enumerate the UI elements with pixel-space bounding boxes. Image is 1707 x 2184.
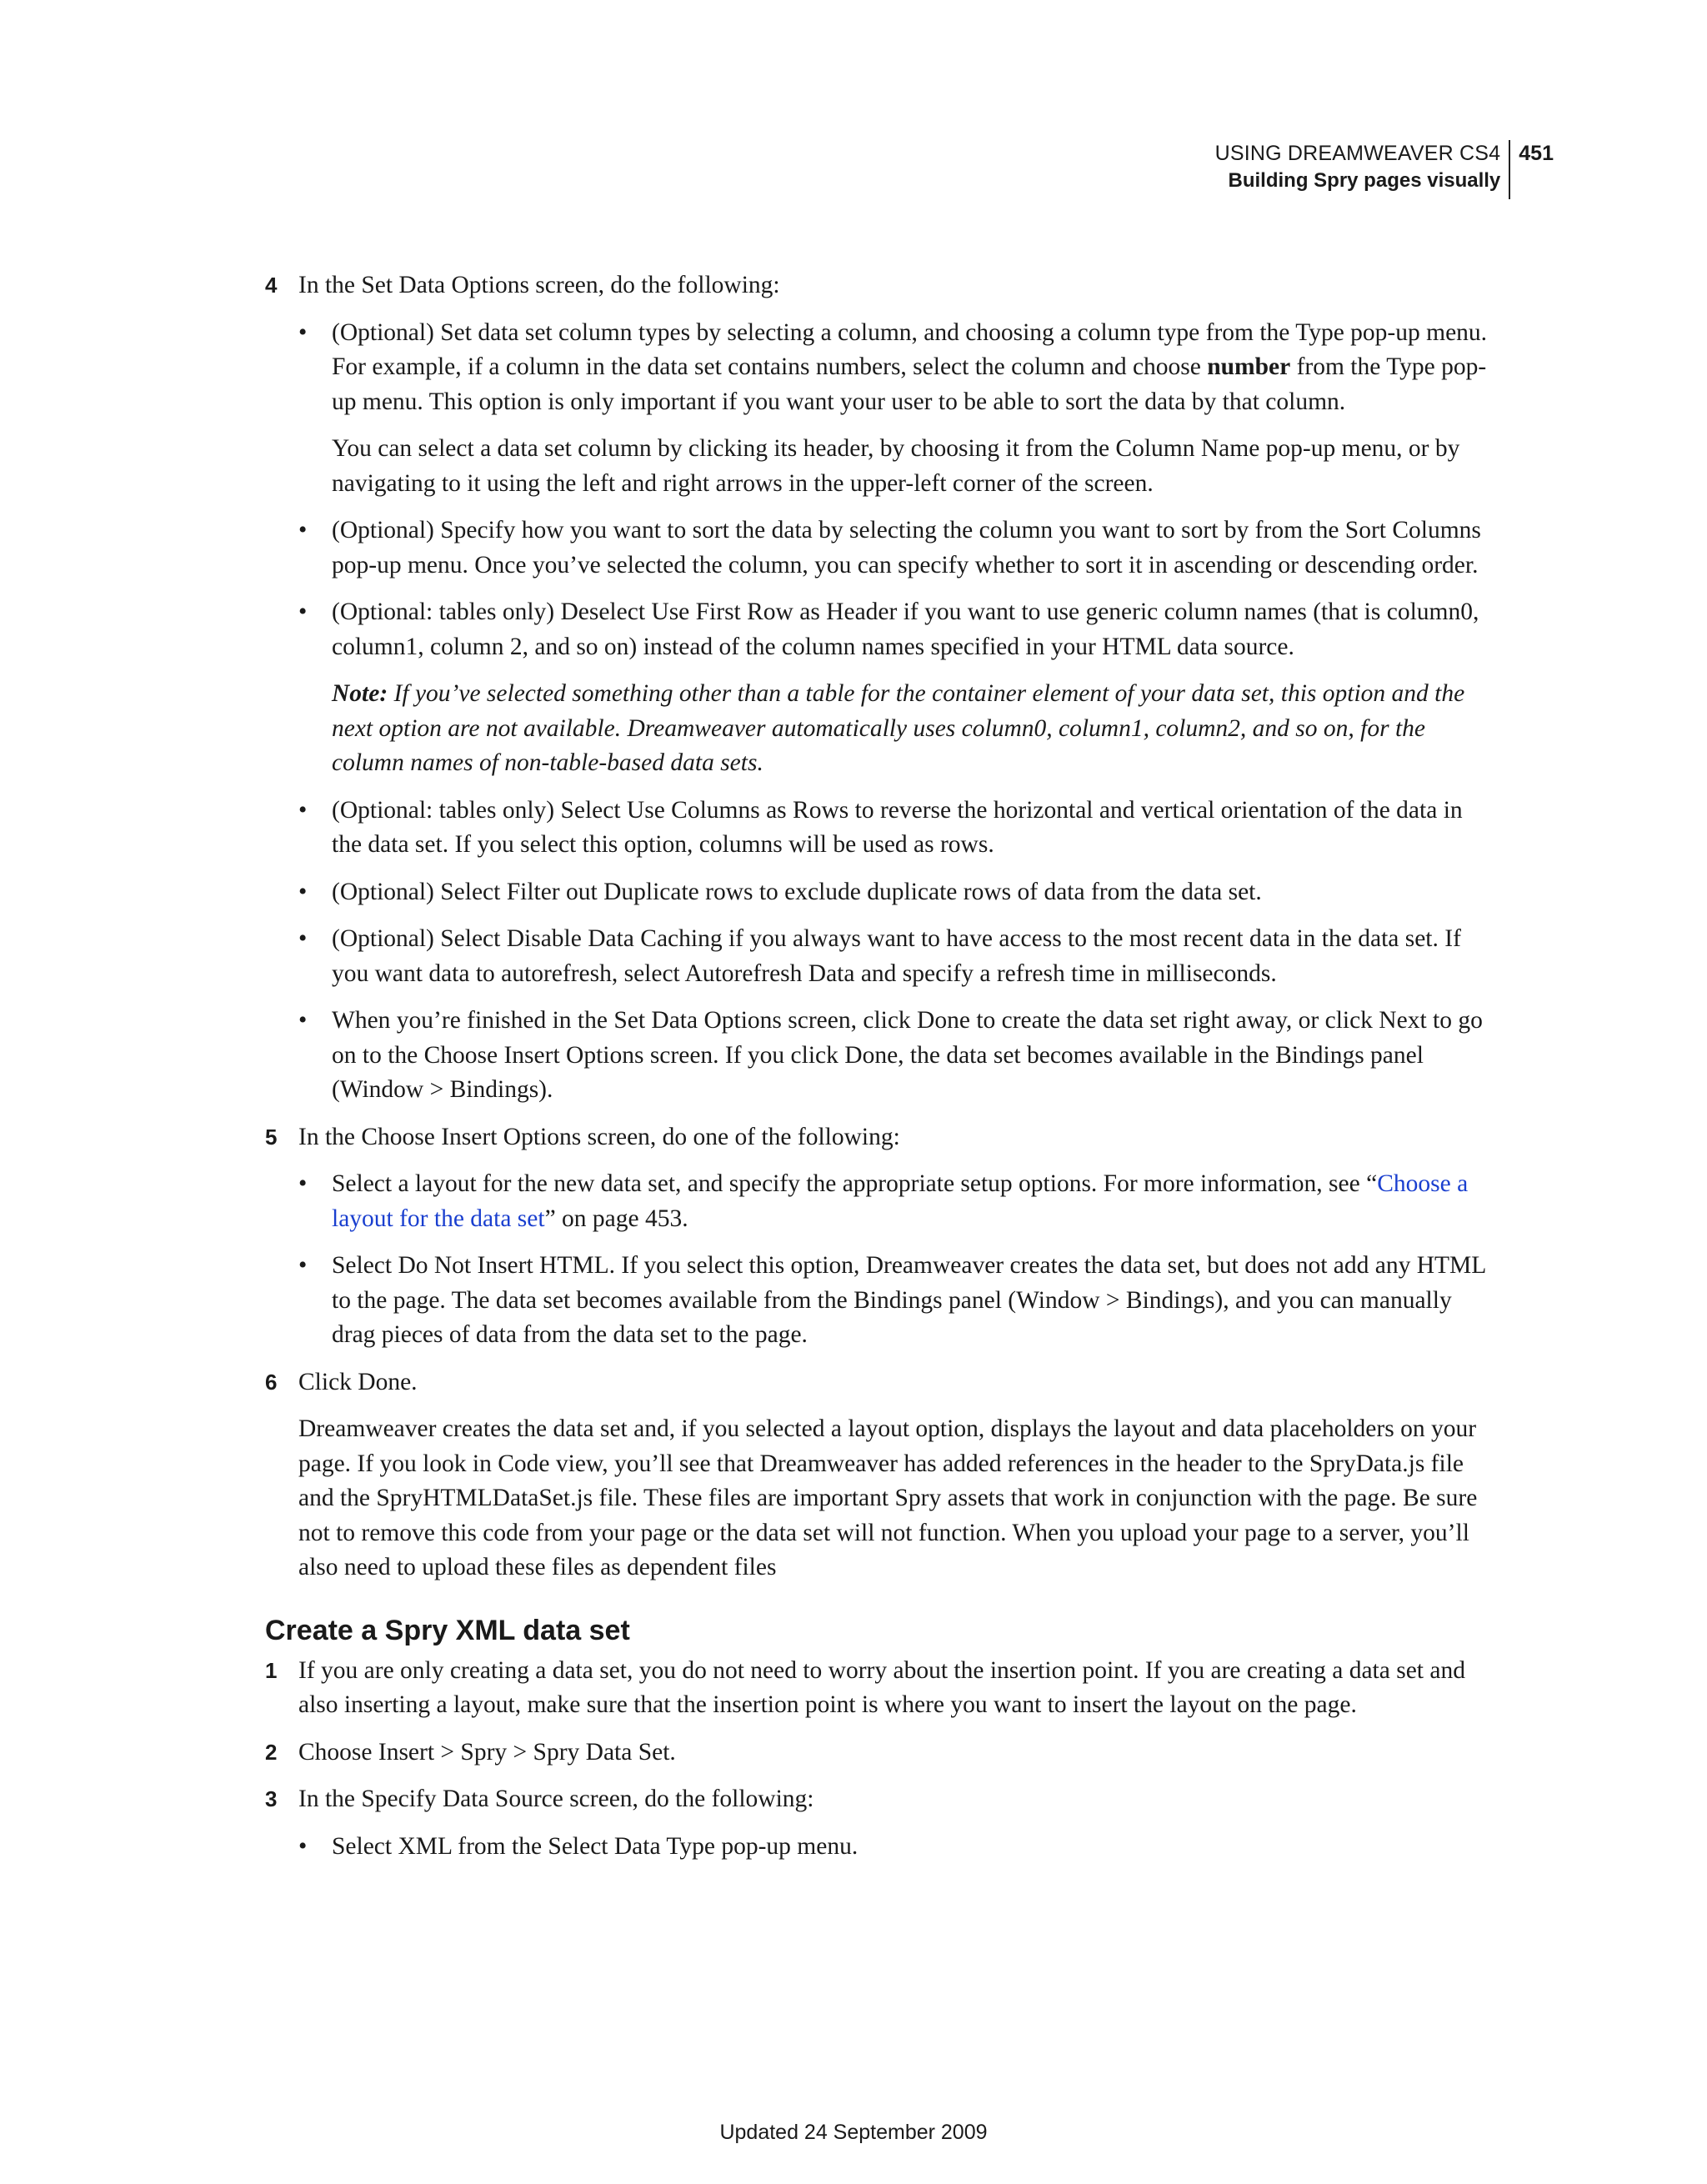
step-number: 3 <box>265 1786 278 1811</box>
note-label: Note: <box>332 680 388 707</box>
bullet-list <box>298 1830 1499 1865</box>
bullet-mark: • <box>298 1007 308 1034</box>
step-number: 4 <box>265 273 278 298</box>
bullet-text: (Optional) Select Filter out Duplicate rows to exclude duplicate rows of data from the data set. <box>332 878 1262 905</box>
bullet-text: (Optional: tables only) Deselect Use First Row as Header if you want to use generic column names (that is column0, column1, column 2, and so on) instead of the column names specified in your HTML data source. <box>332 599 1479 660</box>
bullet-mark: • <box>298 1252 308 1279</box>
bullet-mark: • <box>298 878 308 905</box>
step-paragraph: Dreamweaver creates the data set and, if you selected a layout option, displays the layout and data placeholders on your page. If you look in Code view, you’ll see that Dreamweaver has added references in the header to the SpryData.js file and the SpryHTMLDataSet.js file. These files are important Spry assets that work in conjunction with the page. Be sure not to remove this code from your page or the data set will not function. When you upload your page to a server, you’ll also need to upload these files as dependent files <box>298 1415 1478 1580</box>
bullet-text: When you’re finished in the Set Data Options screen, click Done to create the data set right away, or click Next to go on to the Choose Insert Options screen. If you click Done, the data set becomes available in the Bindings panel (Window > Bindings). <box>332 1007 1483 1103</box>
bullet-text: Select XML from the Select Data Type pop-up menu. <box>332 1832 859 1860</box>
step-body <box>298 1365 1499 1585</box>
step-text: In the Choose Insert Options screen, do one of the following: <box>298 1123 900 1150</box>
step-5 <box>265 1120 1499 1353</box>
bullet-text-cont: ” on page 453. <box>544 1205 688 1232</box>
book-title: USING DREAMWEAVER CS4 <box>1214 142 1501 165</box>
bullet-text: Select Do Not Insert HTML. If you select this option, Dreamweaver creates the data set, but does not add any HTML to the page. The data set becomes available from the Bindings panel (Window > Bindings), and you can manually drag pieces of data from the data set to the page. <box>332 1252 1486 1348</box>
bullet-item <box>298 1167 1499 1236</box>
page-footer: Updated 24 September 2009 <box>719 2121 988 2144</box>
step-number: 1 <box>265 1657 278 1683</box>
bullet-item <box>298 595 1499 781</box>
bullet-text: (Optional) Select Disable Data Caching if you always want to have access to the most recent data in the data set. If you want data to autorefresh, select Autorefresh Data and specify a refresh time in milliseconds. <box>332 925 1461 987</box>
section-step-1 <box>265 1654 1499 1723</box>
bold-term: number <box>1207 353 1291 380</box>
bullet-list <box>298 316 1499 1108</box>
bullet-body <box>332 1167 1499 1236</box>
bullet-text: (Optional) Set data set column types by selecting a column, and choosing a column type from the Type pop-up menu. For example, if a column in the data set contains numbers, select the column and choose <box>332 318 1488 380</box>
step-number: 2 <box>265 1739 278 1765</box>
bullet-item <box>298 794 1499 863</box>
step-text: Click Done. <box>298 1368 418 1395</box>
step-body <box>298 1782 1499 1876</box>
step-number: 6 <box>265 1369 278 1395</box>
step-number: 5 <box>265 1124 278 1150</box>
bullet-item <box>298 1249 1499 1353</box>
bullet-item <box>298 1830 1499 1865</box>
bullet-mark: • <box>298 599 308 625</box>
step-text: If you are only creating a data set, you do not need to worry about the insertion point. If you are creating a data set and also inserting a layout, make sure that the insertion point is where you want to insert the layout on the page. <box>298 1656 1465 1718</box>
page-content <box>265 268 1499 1889</box>
note-text: If you’ve selected something other than a table for the container element of your data set, this option and the next option are not available. Dreamweaver automatically uses column0, column1, column2, and so on, for the column names of non-table-based data sets. <box>332 680 1465 776</box>
bullet-text: (Optional) Specify how you want to sort the data by selecting the column you want to sort by from the Sort Columns pop-up menu. Once you’ve selected the column, you can specify whether to sort it in ascending or descending order. <box>332 517 1481 579</box>
bullet-text: (Optional: tables only) Select Use Columns as Rows to reverse the horizontal and vertical orientation of the data in the data set. If you select this option, columns will be used as rows. <box>332 796 1463 858</box>
bullet-body <box>332 595 1499 781</box>
step-4 <box>265 268 1499 1108</box>
bullet-mark: • <box>298 1832 308 1860</box>
page-number: 451 <box>1519 142 1554 165</box>
bullet-mark: • <box>298 925 308 952</box>
step-6 <box>265 1365 1499 1585</box>
bullet-text: Select a layout for the new data set, and specify the appropriate setup options. For more information, see “ <box>332 1170 1378 1197</box>
bullet-item <box>298 922 1499 991</box>
bullet-mark: • <box>298 796 308 824</box>
note <box>332 677 1499 781</box>
bullet-paragraph: You can select a data set column by clicking its header, by choosing it from the Column Name pop-up menu, or by navigating to it using the left and right arrows in the upper-left corner of the screen. <box>332 435 1460 497</box>
bullet-item <box>298 316 1499 502</box>
step-body <box>298 1120 1499 1353</box>
step-text: Choose Insert > Spry > Spry Data Set. <box>298 1738 676 1766</box>
step-text: In the Specify Data Source screen, do the following: <box>298 1786 814 1812</box>
chapter-title: Building Spry pages visually <box>1228 169 1501 192</box>
step-body <box>298 268 1499 1108</box>
page-header <box>1215 140 1554 199</box>
running-head <box>1215 140 1511 199</box>
bullet-text-cont: from the Type pop-up menu. This option is only important if you want your user to be able to sort the data by that column. <box>332 353 1487 415</box>
cross-reference-link[interactable]: Choose a layout for the data set <box>332 1170 1469 1232</box>
bullet-body <box>332 316 1499 502</box>
step-text: In the Set Data Options screen, do the following: <box>298 272 780 298</box>
bullet-mark: • <box>298 517 308 543</box>
bullet-item <box>298 875 1499 910</box>
bullet-item <box>298 1004 1499 1108</box>
section-step-3 <box>265 1782 1499 1876</box>
bullet-list <box>298 1167 1499 1353</box>
bullet-item <box>298 513 1499 583</box>
bullet-mark: • <box>298 318 308 346</box>
section-step-2 <box>265 1736 1499 1771</box>
section-heading: Create a Spry XML data set <box>265 1614 630 1646</box>
bullet-mark: • <box>298 1170 308 1197</box>
